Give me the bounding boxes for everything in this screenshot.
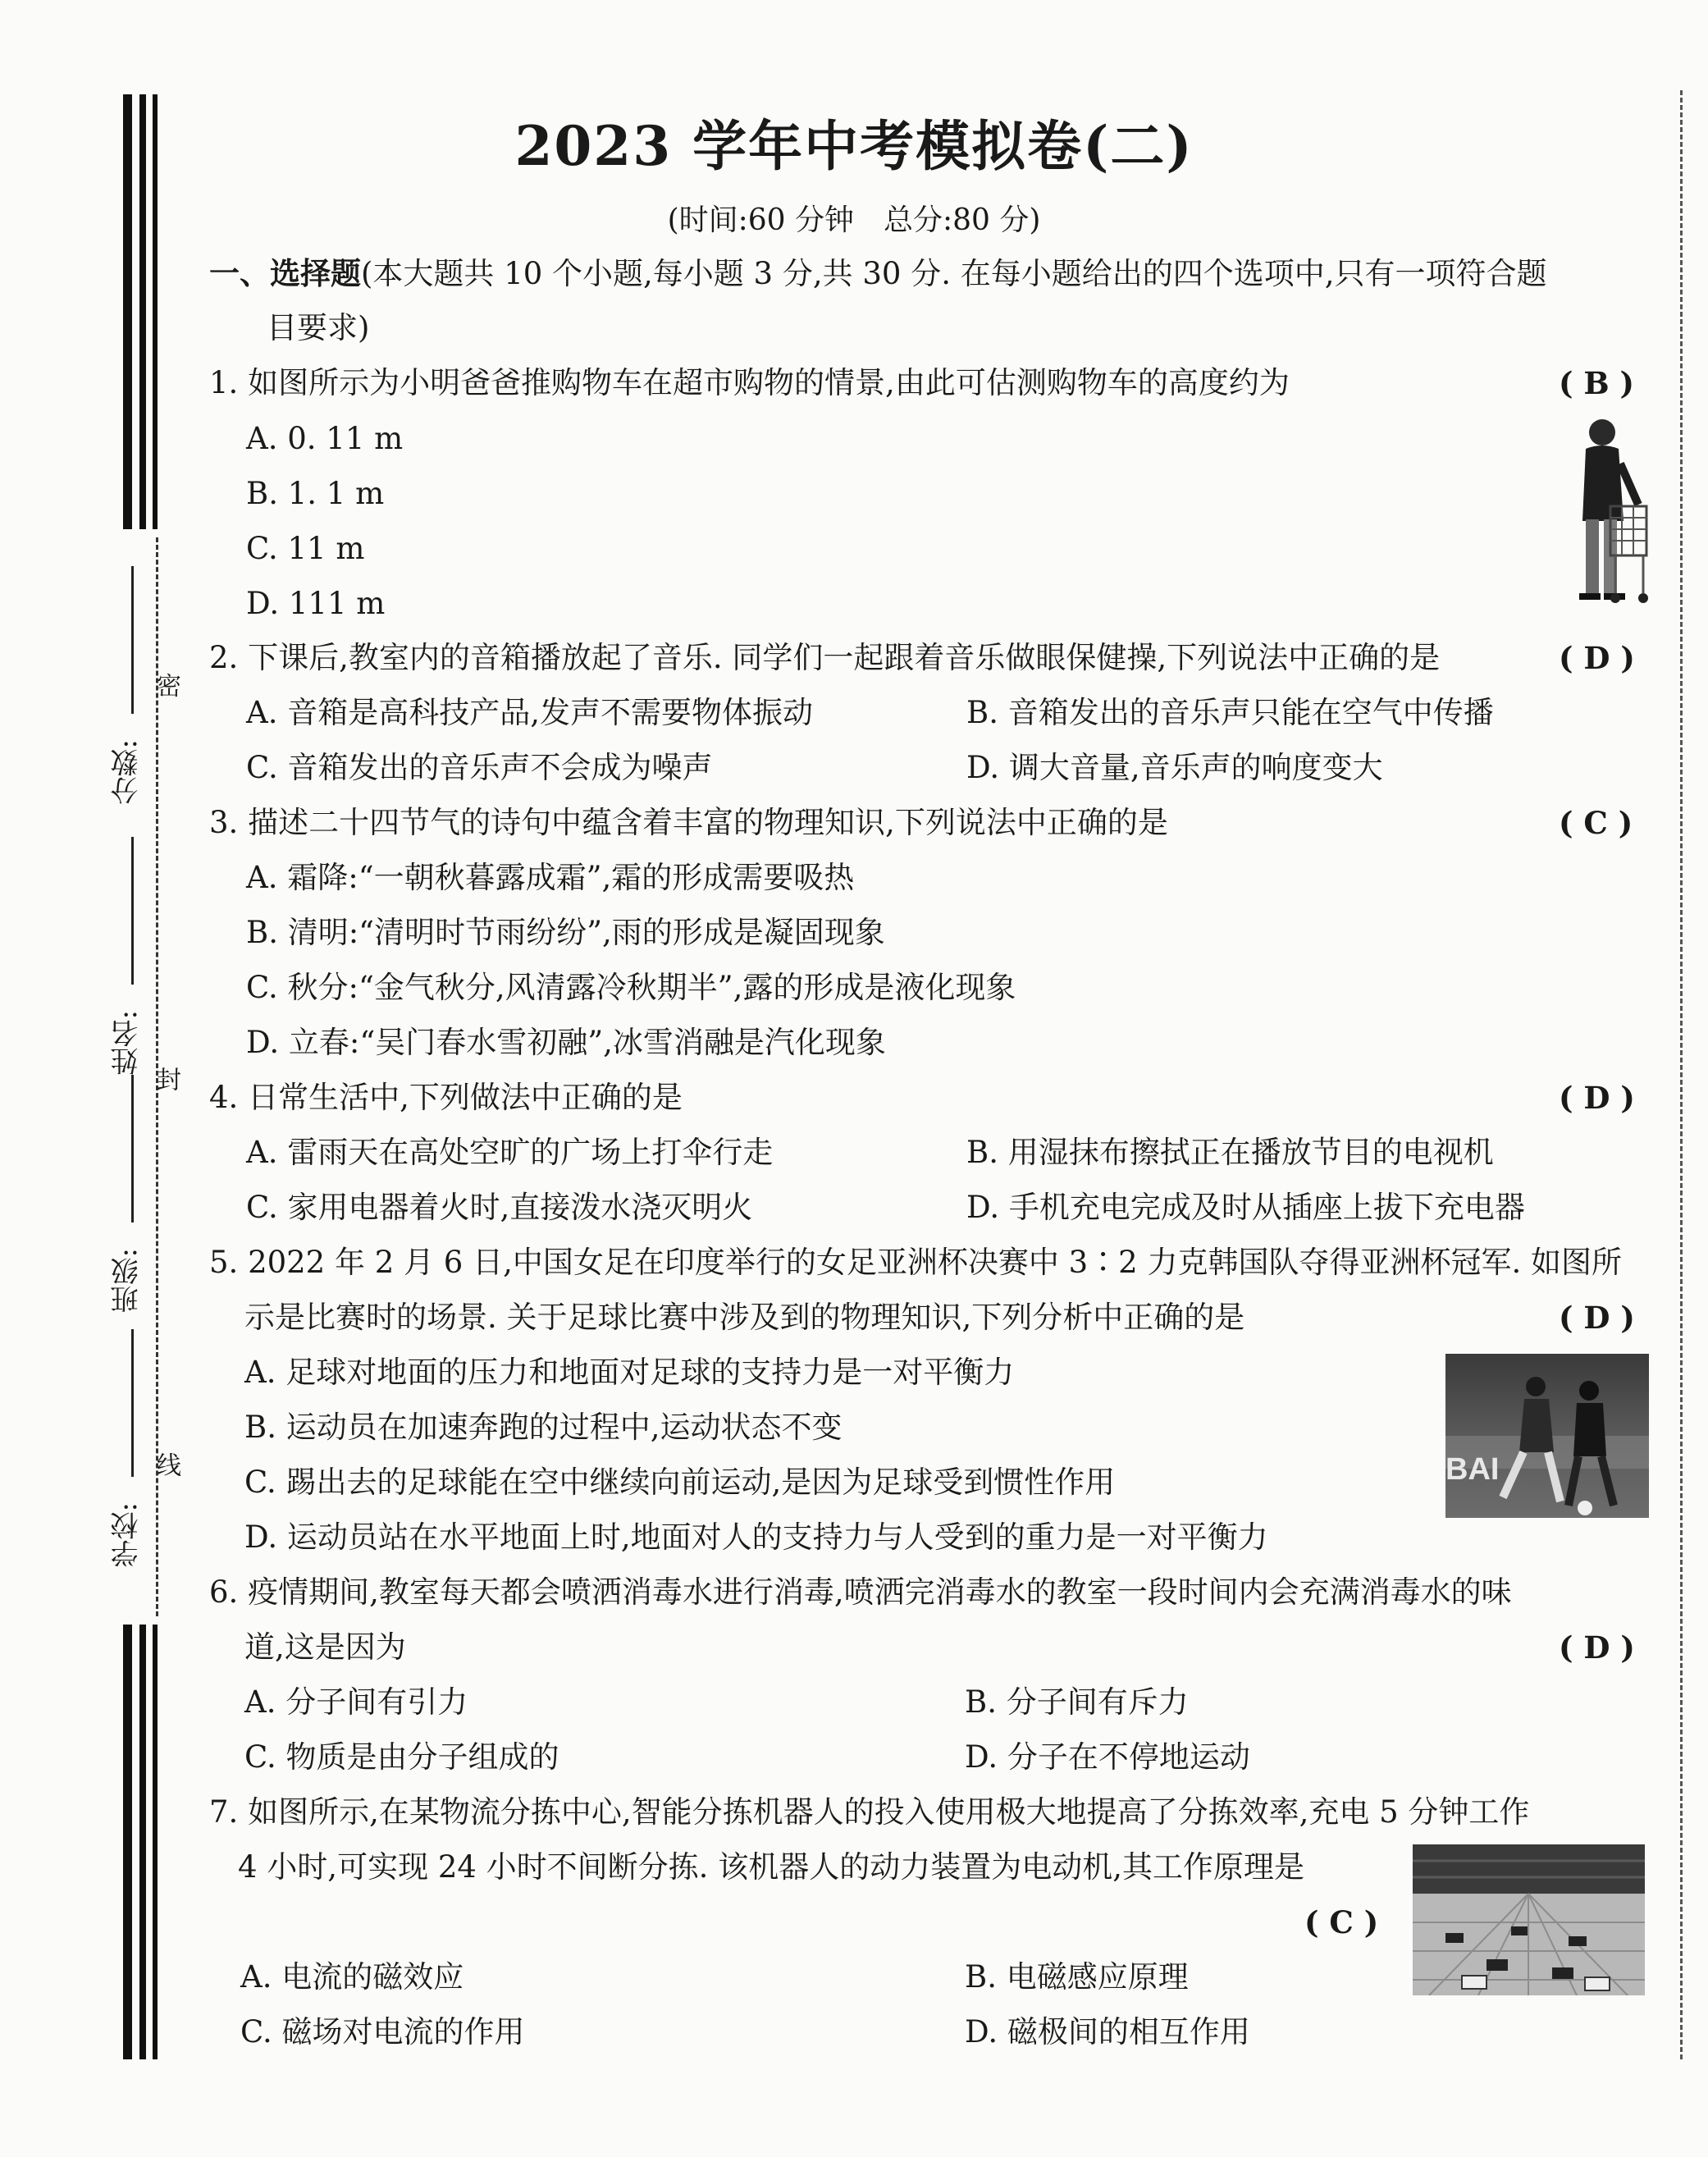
seal-char-feng: 封 <box>152 1067 180 1091</box>
q5-option-d[interactable]: D. 运动员站在水平地面上时,地面对人的支持力与人受到的重力是一对平衡力 <box>244 1519 1268 1555</box>
q7-option-b[interactable]: B. 电磁感应原理 <box>965 1959 1189 1995</box>
q6-option-b[interactable]: B. 分子间有斥力 <box>965 1684 1189 1720</box>
q7-option-a[interactable]: A. 电流的磁效应 <box>240 1959 464 1995</box>
q1-stem: 1. 如图所示为小明爸爸推购物车在超市购物的情景,由此可估测购物车的高度约为 <box>209 365 1290 400</box>
score-label: 分数: <box>111 738 144 804</box>
q2-option-c[interactable]: C. 音箱发出的音乐声不会成为噪声 <box>246 750 713 785</box>
score-line <box>131 566 134 714</box>
q7-stem-line-1: 7. 如图所示,在某物流分拣中心,智能分拣机器人的投入使用极大地提高了分拣效率,充电 5 分钟工作 <box>209 1794 1530 1830</box>
class-line <box>131 1075 134 1222</box>
q7-stem-line-2: 4 小时,可实现 24 小时不间断分拣. 该机器人的动力装置为电动机,其工作原理是 <box>238 1849 1304 1885</box>
q6-stem-line-2: 道,这是因为 <box>244 1629 406 1665</box>
football-match-photo <box>1445 1354 1649 1518</box>
q1-option-c[interactable]: C. 11 m <box>246 531 365 566</box>
q7-option-d[interactable]: D. 磁极间的相互作用 <box>965 2014 1250 2050</box>
name-label: 姓名: <box>111 1009 144 1075</box>
section-1-desc-1: (本大题共 10 个小题,每小题 3 分,共 30 分. 在每小题给出的四个选项中,只有一项符合题 <box>361 256 1547 291</box>
q4-option-b[interactable]: B. 用湿抹布擦拭正在播放节目的电视机 <box>966 1135 1494 1170</box>
q5-option-a[interactable]: A. 足球对地面的压力和地面对足球的支持力是一对平衡力 <box>244 1355 1015 1390</box>
q5-stem-line-1: 5. 2022 年 2 月 6 日,中国女足在印度举行的女足亚洲杯决赛中 3∶2 力克韩国队夺得亚洲杯冠军. 如图所 <box>209 1245 1622 1280</box>
q1-option-d[interactable]: D. 111 m <box>246 586 386 621</box>
shopping-cart-photo <box>1563 414 1653 607</box>
photo-banner-text: BAI <box>1445 1452 1500 1487</box>
score-field[interactable] <box>107 566 156 804</box>
q7-option-c[interactable]: C. 磁场对电流的作用 <box>240 2014 525 2050</box>
q4-stem: 4. 日常生活中,下列做法中正确的是 <box>209 1080 683 1115</box>
class-label: 班级: <box>111 1247 144 1313</box>
q5-option-b[interactable]: B. 运动员在加速奔跑的过程中,运动状态不变 <box>244 1410 843 1445</box>
q3-stem: 3. 描述二十四节气的诗句中蕴含着丰富的物理知识,下列说法中正确的是 <box>209 805 1168 840</box>
q1-option-a[interactable]: A. 0. 11 m <box>246 421 404 456</box>
q7-answer: ( C ) <box>1304 1904 1379 1940</box>
q5-answer: ( D ) <box>1559 1300 1635 1336</box>
sorting-robots-photo <box>1413 1844 1645 1995</box>
q1-option-b[interactable]: B. 1. 1 m <box>246 476 385 511</box>
binding-bar-bottom-3 <box>153 1625 158 2059</box>
q5-option-c[interactable]: C. 踢出去的足球能在空中继续向前运动,是因为足球受到惯性作用 <box>244 1465 1116 1500</box>
class-field[interactable] <box>107 1075 156 1313</box>
q6-stem-line-1: 6. 疫情期间,教室每天都会喷洒消毒水进行消毒,喷洒完消毒水的教室一段时间内会充满消毒水的味 <box>209 1574 1512 1610</box>
q4-option-d[interactable]: D. 手机充电完成及时从插座上拔下充电器 <box>966 1190 1525 1225</box>
q2-option-b[interactable]: B. 音箱发出的音乐声只能在空气中传播 <box>966 695 1494 730</box>
q2-answer: ( D ) <box>1559 640 1635 676</box>
binding-bar-bottom-2 <box>139 1625 146 2059</box>
q6-option-a[interactable]: A. 分子间有引力 <box>244 1684 468 1720</box>
school-label: 学校: <box>111 1501 144 1567</box>
q3-option-a[interactable]: A. 霜降:“一朝秋暮露成霜”,霜的形成需要吸热 <box>246 860 855 895</box>
q5-stem-line-2: 示是比赛时的场景. 关于足球比赛中涉及到的物理知识,下列分析中正确的是 <box>244 1300 1245 1335</box>
page-title: 2023 学年中考模拟卷(二) <box>514 114 1194 178</box>
seal-char-mi: 密 <box>152 673 180 697</box>
name-field[interactable] <box>107 837 156 1075</box>
exam-info: (时间:60 分钟 总分:80 分) <box>667 203 1041 237</box>
section-1-desc-2: 目要求) <box>267 310 370 345</box>
q3-answer: ( C ) <box>1559 805 1633 841</box>
section-1-title: 一、选择题 <box>209 255 361 291</box>
q1-answer: ( B ) <box>1559 365 1635 401</box>
q3-option-d[interactable]: D. 立春:“吴门春水雪初融”,冰雪消融是汽化现象 <box>246 1025 886 1060</box>
section-1-header <box>209 253 1547 295</box>
q2-option-a[interactable]: A. 音箱是高科技产品,发声不需要物体振动 <box>246 695 814 730</box>
name-line <box>131 837 134 985</box>
q6-answer: ( D ) <box>1559 1629 1635 1666</box>
q4-option-a[interactable]: A. 雷雨天在高处空旷的广场上打伞行走 <box>246 1135 774 1170</box>
q3-option-b[interactable]: B. 清明:“清明时节雨纷纷”,雨的形成是凝固现象 <box>246 915 885 950</box>
school-field[interactable] <box>107 1329 156 1567</box>
q3-option-c[interactable]: C. 秋分:“金气秋分,风清露冷秋期半”,露的形成是液化现象 <box>246 970 1016 1005</box>
seal-char-xian: 线 <box>152 1452 180 1477</box>
q2-option-d[interactable]: D. 调大音量,音乐声的响度变大 <box>966 750 1383 785</box>
q6-option-c[interactable]: C. 物质是由分子组成的 <box>244 1739 559 1775</box>
right-cut-line <box>1680 90 1683 2059</box>
q4-answer: ( D ) <box>1559 1080 1635 1116</box>
school-line <box>131 1329 134 1477</box>
q6-option-d[interactable]: D. 分子在不停地运动 <box>965 1739 1250 1775</box>
q4-option-c[interactable]: C. 家用电器着火时,直接泼水浇灭明火 <box>246 1190 753 1225</box>
q2-stem: 2. 下课后,教室内的音箱播放起了音乐. 同学们一起跟着音乐做眼保健操,下列说法中正确的是 <box>209 640 1441 675</box>
binding-bar-bottom-1 <box>123 1625 132 2059</box>
